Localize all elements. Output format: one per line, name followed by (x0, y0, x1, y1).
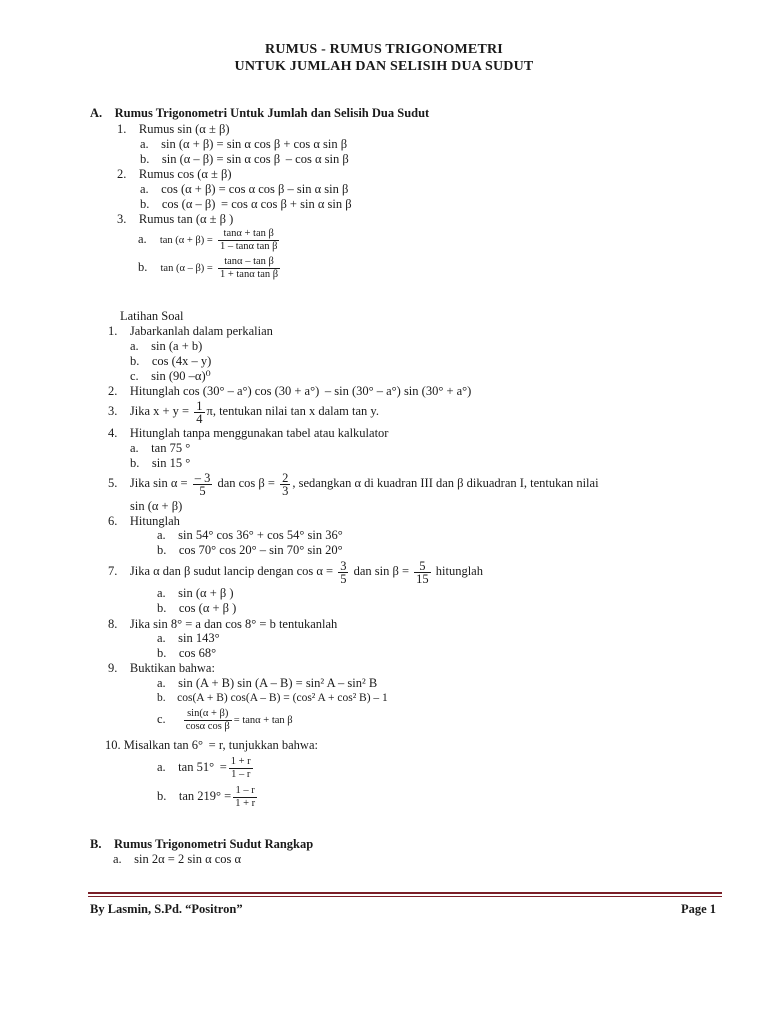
exercise-subitem: b. cos (4x – y) (130, 354, 212, 368)
section-a-heading: A. Rumus Trigonometri Untuk Jumlah dan Selisih Dua Sudut (90, 106, 430, 120)
formula-item: b. cos (α – β) = cos α cos β + sin α sin β (140, 197, 352, 211)
formula-item: a. cos (α + β) = cos α cos β – sin α sin β (140, 182, 349, 196)
formula-item: a. sin (α + β) = sin α cos β + cos α sin β (140, 137, 348, 151)
section-b-heading: B. Rumus Trigonometri Sudut Rangkap (90, 837, 314, 851)
fraction: $\frac{1}{4}$ (196, 398, 203, 426)
fraction: $\frac{\text{tanα – tan β}}{\text{1 + tanα tan β}}$ (219, 255, 279, 280)
exercise-item: 9. Buktikan bahwa: (108, 661, 215, 675)
formula-item: 2. Rumus cos (α ± β) (117, 167, 232, 181)
footer-author: By Lasmin, S.Pd. “Positron” (90, 902, 243, 916)
exercise-item: 1. Jabarkanlah dalam perkalian (108, 324, 273, 338)
exercise-subitem: a. tan 75 ° (130, 441, 191, 455)
exercise-subitem: b. cos 68° (157, 646, 217, 660)
exercise-subitem: b. cos 70° cos 20° – sin 70° sin 20° (157, 543, 343, 557)
exercise-item: 10. Misalkan tan 6° = r, tunjukkan bahwa: (105, 738, 318, 752)
formula-item: b. sin (α – β) = sin α cos β – cos α sin β (140, 152, 349, 166)
fraction: $\frac{- 3}{5}$ (194, 470, 211, 498)
exercise-subitem: a. sin (a + b) (130, 339, 203, 353)
page-title: RUMUS - RUMUS TRIGONOMETRI (265, 42, 503, 57)
exercise-subitem: a. sin 143° (157, 631, 220, 645)
fraction: $\frac{2}{3}$ (282, 470, 289, 498)
fraction: $\frac{1 + r}{1 - r}$ (230, 755, 251, 780)
footer-divider (88, 892, 722, 894)
exercise-item: 6. Hitunglah (108, 514, 180, 528)
formula-item: 3. Rumus tan (α ± β ) (117, 212, 234, 226)
exercise-subitem: b. sin 15 ° (130, 456, 191, 470)
fraction: $\frac{5}{15}$ (416, 558, 429, 586)
fraction: $\frac{3}{5}$ (340, 558, 347, 586)
formula-item: a. sin 2α = 2 sin α cos α (113, 852, 242, 866)
tan-sum-formula: a. tan (α + β) = $\frac{\text{tanα + tan β}}{\text{1 – tanα tan β}}$ (138, 227, 278, 252)
fraction: $\frac{\sin(\alpha + \beta)}{\text{cosα cos β}}$ (185, 707, 230, 732)
exercise-subitem: b. tan 219° = $\frac{1 - r}{1 + r}$ (157, 784, 256, 809)
fraction: $\frac{1 - r}{1 + r}$ (235, 784, 256, 809)
exercise-subitem: a. sin (A + B) sin (A – B) = sin² A – sin² B (157, 676, 378, 690)
exercise-item: 8. Jika sin 8° = a dan cos 8° = b tentukanlah (108, 617, 338, 631)
exercise-subitem: a. sin 54° cos 36° + cos 54° sin 36° (157, 528, 343, 542)
exercise-item: 7. Jika α dan β sudut lancip dengan cos α = $\frac{3}{5}$ dan sin β = $\frac{5}{15}$ hitunglah (108, 558, 483, 586)
exercise-subitem: a. tan 51° = $\frac{1 + r}{1 - r}$ (157, 755, 251, 780)
footer-divider (88, 896, 722, 897)
formula-item: 1. Rumus sin (α ± β) (117, 122, 230, 136)
exercise-item: 3. Jika x + y = $\frac{1}{4}$ π, tentukan nilai tan x dalam tan y. (108, 398, 379, 426)
exercise-subitem: c. $\frac{\sin(\alpha + \beta)}{\text{cosα cos β}}$ = tanα + tan β (157, 707, 293, 732)
exercise-item: 2. Hitunglah cos (30° – a°) cos (30 + a°) – sin (30° – a°) sin (30° + a°) (108, 384, 472, 398)
exercise-item-cont: sin (α + β) (130, 499, 183, 513)
exercise-heading: Latihan Soal (120, 309, 184, 323)
exercise-item: 5. Jika sin α = $\frac{- 3}{5}$ dan cos β = $\frac{2}{3}$ , sedangkan α di kuadran III dan β dikuadran I, tentukan nilai (108, 470, 599, 498)
tan-diff-formula: b. tan (α – β) = $\frac{\text{tanα – tan β}}{\text{1 + tanα tan β}}$ (138, 255, 279, 280)
exercise-subitem: c. sin (90 –α)⁰ (130, 369, 211, 383)
fraction: $\frac{\text{tanα + tan β}}{\text{1 – tanα tan β}}$ (219, 227, 278, 252)
page-subtitle: UNTUK JUMLAH DAN SELISIH DUA SUDUT (234, 59, 534, 74)
exercise-subitem: b. cos (α + β ) (157, 601, 237, 615)
exercise-item: 4. Hitunglah tanpa menggunakan tabel atau kalkulator (108, 426, 389, 440)
exercise-subitem: a. sin (α + β ) (157, 586, 234, 600)
page-number: Page 1 (680, 902, 716, 916)
exercise-subitem: b. cos(A + B) cos(A – B) = (cos² A + cos² B) – 1 (157, 692, 388, 704)
